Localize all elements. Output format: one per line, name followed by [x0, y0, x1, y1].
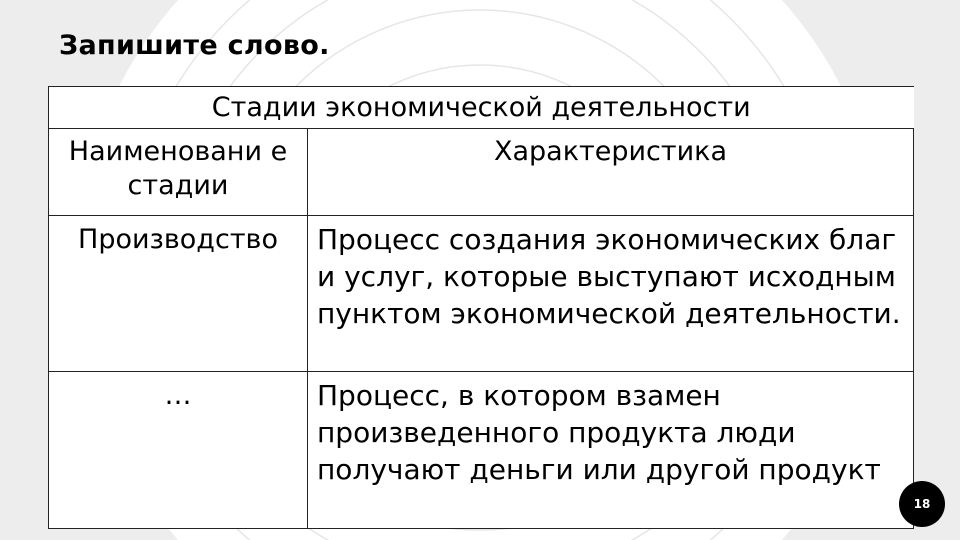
table-caption: Стадии экономической деятельности — [49, 87, 914, 129]
table-row — [49, 372, 914, 529]
page-number-badge: 18 — [899, 481, 945, 527]
column-header-stage-name: Наименовани е стадии — [49, 129, 308, 216]
stage-name-cell: … — [49, 372, 308, 529]
table-row — [49, 216, 914, 372]
stage-description-cell: Процесс создания экономических благ и услуг, которые выступают исходным пунктом экономической деятельности. — [308, 216, 914, 372]
stage-name-cell: Производство — [49, 216, 308, 372]
table-caption-row — [49, 87, 914, 129]
slide-title: Запишите слово. — [59, 30, 330, 61]
stage-description-cell: Процесс, в котором взамен произведенного продукта люди получают деньги или другой продукт — [308, 372, 914, 529]
column-header-characteristic: Характеристика — [308, 129, 914, 216]
table-header-row — [49, 129, 914, 216]
stages-table — [48, 86, 914, 529]
